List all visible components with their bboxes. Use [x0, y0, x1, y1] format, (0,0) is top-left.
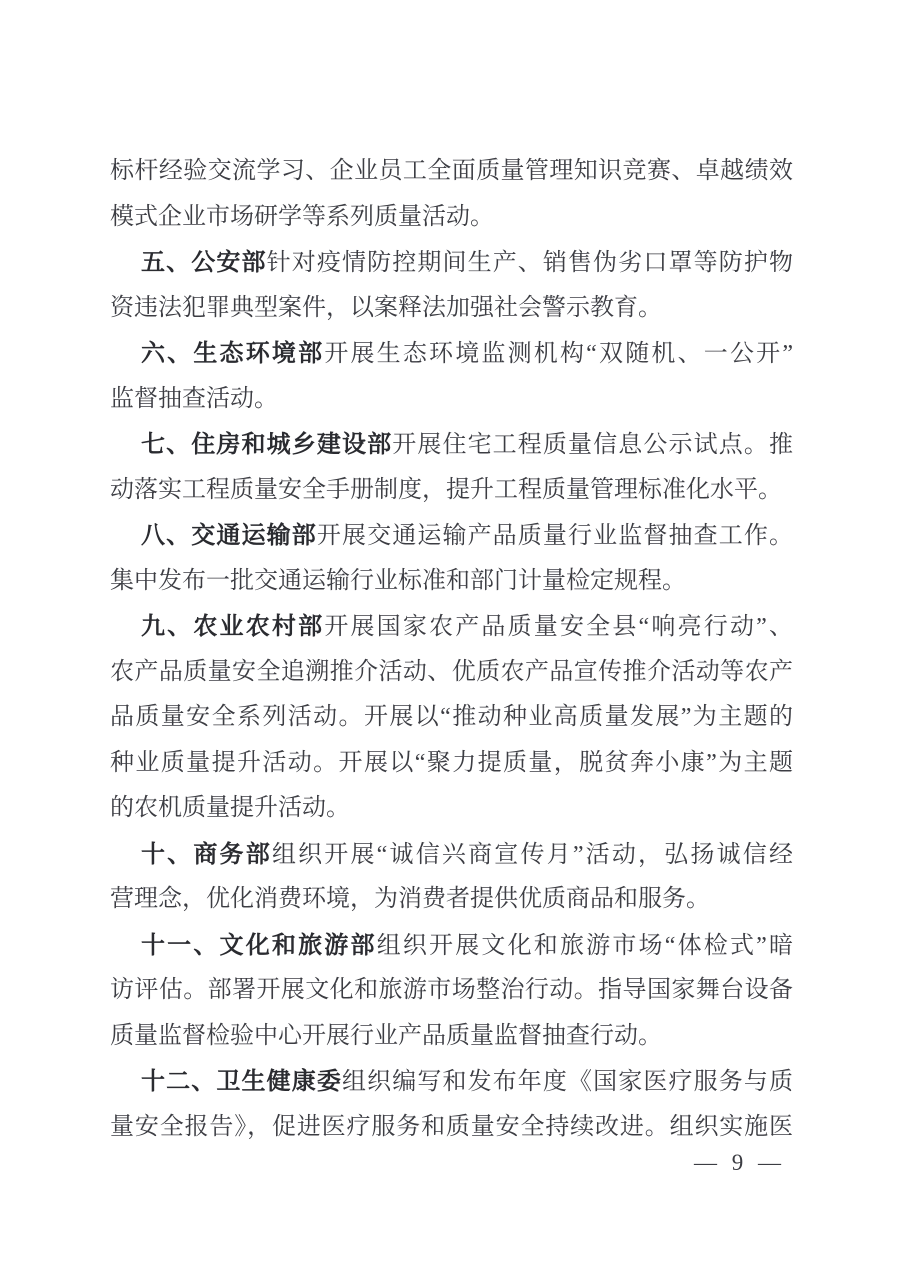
line-text: 针对疫情防控期间生产、销售伪劣口罩等防护物	[266, 250, 794, 276]
paragraph-lead: 十、商务部	[141, 840, 272, 868]
text-line	[110, 604, 793, 650]
text-line	[110, 286, 793, 332]
text-line	[110, 1014, 793, 1060]
line-text: 组织编写和发布年度《国家医疗服务与质	[341, 1069, 794, 1095]
line-text: 监督抽查活动。	[110, 385, 278, 412]
paragraph-lead: 七、住房和城乡建设部	[141, 431, 393, 458]
line-text: 访评估。部署开展文化和旅游市场整治行动。指导国家舞台设备	[110, 977, 793, 1003]
text-line	[110, 468, 793, 514]
paragraph-lead: 十一、文化和旅游部	[141, 931, 377, 959]
text-lines	[110, 149, 793, 1150]
text-line	[110, 149, 793, 195]
line-text: 种业质量提升活动。开展以“聚力提质量，脱贫奔小康”为主题	[110, 749, 793, 776]
line-text: 开展国家农产品质量安全县“响亮行动”、	[324, 614, 793, 640]
text-line	[110, 832, 793, 878]
text-line	[110, 923, 793, 969]
paragraph-lead: 五、公安部	[141, 249, 267, 276]
text-line	[110, 1059, 793, 1105]
text-line	[110, 559, 793, 605]
line-text: 组织开展“诚信兴商宣传月”活动，弘扬诚信经	[271, 841, 793, 868]
line-text: 量安全报告》，促进医疗服务和质量安全持续改进。组织实施医	[110, 1113, 793, 1140]
text-line	[110, 240, 793, 286]
paragraph-lead: 十二、卫生健康委	[141, 1068, 342, 1095]
text-line	[110, 422, 793, 468]
line-text: 开展交通运输产品质量行业监督抽查工作。	[316, 523, 794, 549]
text-line	[110, 195, 793, 241]
text-line	[110, 650, 793, 696]
line-text: 集中发布一批交通运输行业标准和部门计量检定规程。	[110, 567, 686, 594]
text-line	[110, 695, 793, 741]
text-line	[110, 786, 793, 832]
text-line	[110, 513, 793, 559]
line-text: 的农机质量提升活动。	[110, 795, 350, 821]
text-line	[110, 377, 793, 423]
paragraph-lead: 六、生态环境部	[141, 340, 325, 367]
line-text: 品质量安全系列活动。开展以“推动种业高质量发展”为主题的	[110, 704, 793, 730]
line-text: 模式企业市场研学等系列质量活动。	[110, 203, 494, 230]
line-text: 动落实工程质量安全手册制度，提升工程质量管理标准化水平。	[110, 476, 782, 503]
line-text: 组织开展文化和旅游市场“体检式”暗	[376, 932, 793, 959]
text-line	[110, 1105, 793, 1151]
line-text: 资违法犯罪典型案件，以案释法加强社会警示教育。	[110, 294, 662, 321]
text-line	[110, 741, 793, 787]
text-line	[110, 968, 793, 1014]
page-number: — 9 —	[694, 1150, 782, 1175]
paragraph-lead: 九、农业农村部	[141, 613, 325, 640]
line-text: 农产品质量安全追溯推介活动、优质农产品宣传推介活动等农产	[110, 658, 793, 685]
text-line	[110, 877, 793, 923]
paragraph-lead: 八、交通运输部	[141, 522, 317, 549]
line-text: 质量监督检验中心开展行业产品质量监督抽查行动。	[110, 1022, 662, 1049]
text-line	[110, 331, 793, 377]
line-text: 开展生态环境监测机构“双随机、一公开”	[324, 341, 793, 367]
line-text: 营理念，优化消费环境，为消费者提供优质商品和服务。	[110, 886, 710, 912]
line-text: 标杆经验交流学习、企业员工全面质量管理知识竞赛、卓越绩效	[110, 158, 793, 184]
line-text: 开展住宅工程质量信息公示试点。推	[392, 432, 794, 458]
